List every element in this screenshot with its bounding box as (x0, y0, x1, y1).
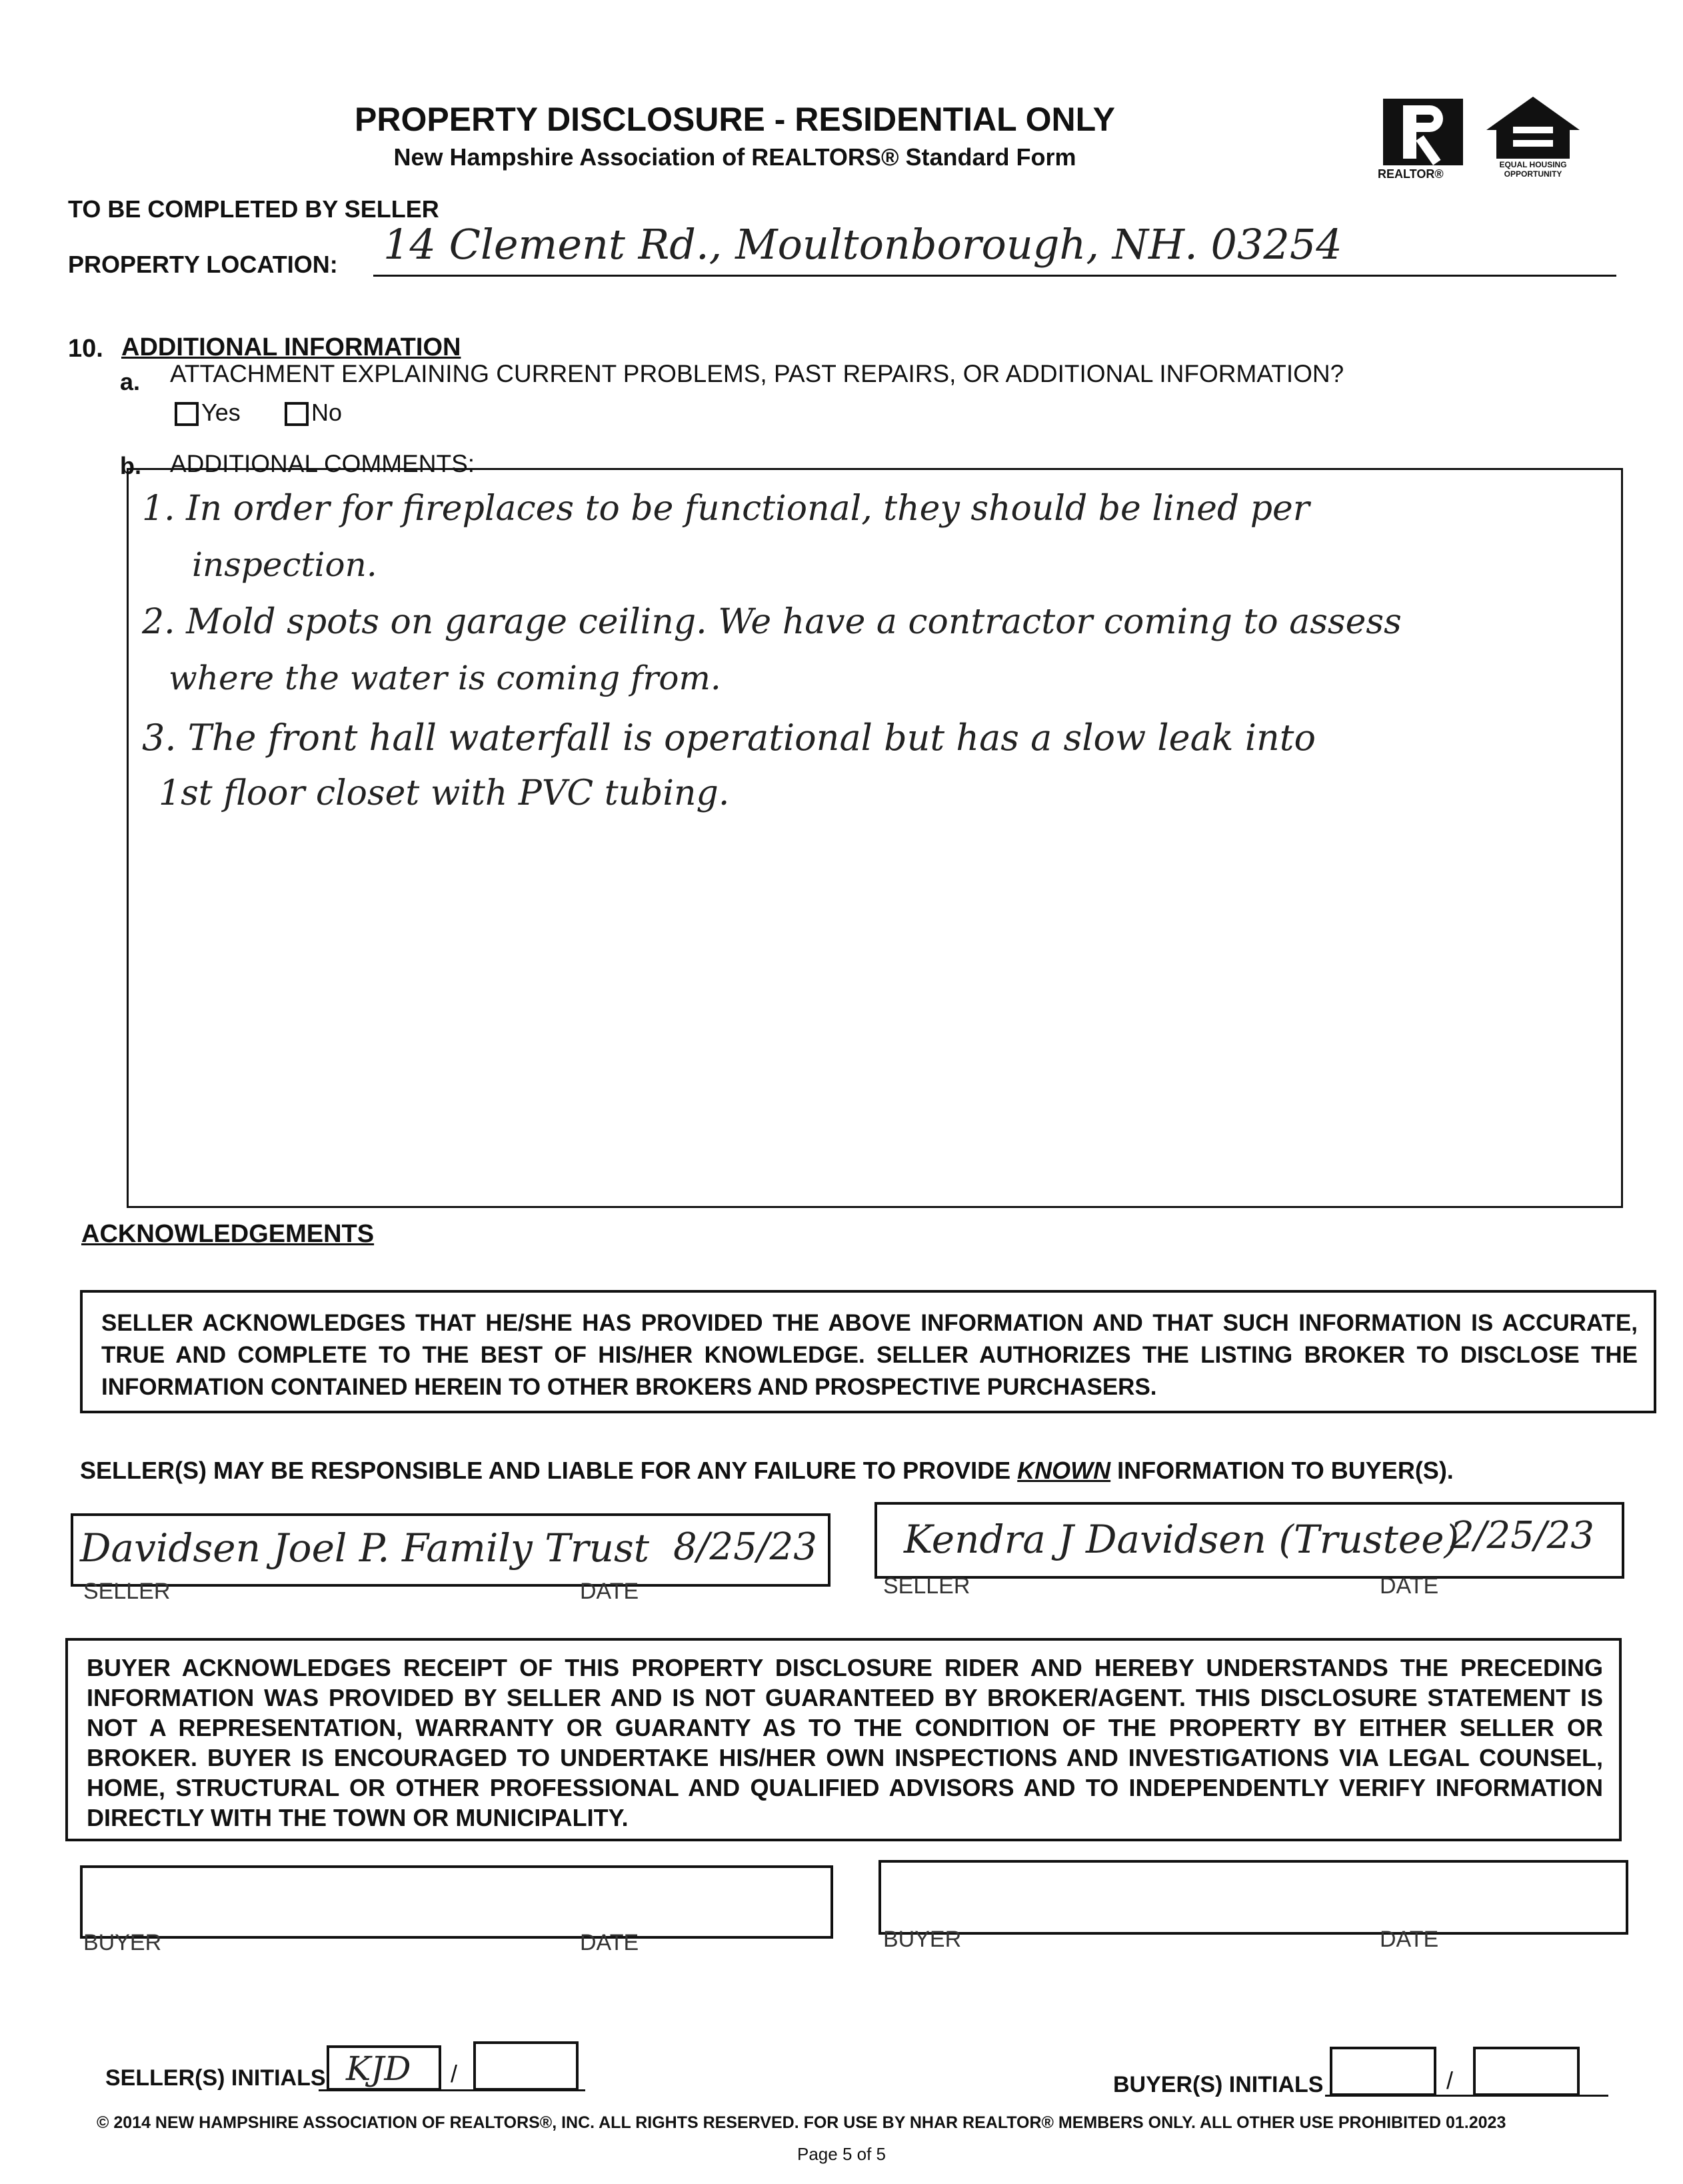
item-b-label: ADDITIONAL COMMENTS: (170, 450, 475, 477)
buyer-initials-label: BUYER(S) INITIALS (1113, 2072, 1324, 2097)
realtor-logo-text: REALTOR® (1378, 167, 1444, 181)
property-location-label: PROPERTY LOCATION: (68, 251, 338, 278)
buyer-2-signature-box[interactable] (878, 1860, 1628, 1935)
seller-initials-box-1[interactable] (327, 2045, 441, 2091)
no-label: No (311, 399, 343, 426)
buyer-initials-box-1[interactable] (1330, 2047, 1436, 2096)
seller-1-date: 8/25/23 (673, 1525, 817, 1569)
comment-1-line-2: inspection. (192, 545, 377, 584)
comment-1-line-1: 1. In order for fireplaces to be functional, they should be lined per (142, 489, 1310, 529)
seller-2-label: SELLER (883, 1573, 970, 1599)
seller-initials-box-2[interactable] (473, 2041, 579, 2091)
comment-2-line-1: 2. Mold spots on garage ceiling. We have a contractor coming to assess (142, 602, 1402, 642)
item-b-letter: b. (120, 452, 141, 479)
comment-2-line-2: where the water is coming from. (169, 659, 721, 697)
acknowledgements-heading: ACKNOWLEDGEMENTS (81, 1220, 375, 1248)
property-location-value[interactable]: 14 Clement Rd., Moultonborough, NH. 03254 (383, 220, 1342, 269)
page-number: Page 5 of 5 (797, 2144, 886, 2164)
buyer-1-label: BUYER (83, 1930, 162, 1955)
buyer-acknowledgement-text: BUYER ACKNOWLEDGES RECEIPT OF THIS PROPERTY DISCLOSURE RIDER AND HEREBY UNDERSTANDS THE PRECEDING INFORMATION WAS PROVIDED BY SELLER AND IS NOT GUARANTEED BY BROKER/AGENT. THIS DISCLOSURE STATEMENT IS NOT A REPRESENTATION, WARRANTY OR GUARANTY AS TO THE CONDITION OF THE PROPERTY BY EITHER SELLER OR BROKER. BUYER IS ENCOURAGED TO UNDERTAKE HIS/HER OWN INSPECTIONS AND INVESTIGATIONS VIA LEGAL COUNSEL, HOME, STRUCTURAL OR OTHER PROFESSIONAL AND QUALIFIED ADVISORS AND TO INDEPENDENTLY VERIFY INFORMATION DIRECTLY WITH THE TOWN OR MUNICIPALITY. (87, 1654, 1603, 1831)
buyer-initials-separator: / (1446, 2067, 1454, 2094)
seller-1-date-label: DATE (580, 1579, 639, 1604)
comment-3-line-1: 3. The front hall waterfall is operational but has a slow leak into (142, 717, 1316, 759)
yes-checkbox[interactable] (175, 402, 199, 426)
seller-2-signature: Kendra J Davidsen (Trustee) (904, 1517, 1460, 1562)
property-location-line (373, 275, 1616, 277)
equal-housing-logo (1483, 93, 1583, 183)
liability-notice: SELLER(S) MAY BE RESPONSIBLE AND LIABLE FOR ANY FAILURE TO PROVIDE KNOWN INFORMATION TO BUYER(S). (80, 1457, 1454, 1484)
item-a-letter: a. (120, 368, 141, 395)
seller-2-signature-box[interactable] (874, 1502, 1624, 1579)
realtor-logo (1378, 99, 1463, 182)
section-heading: ADDITIONAL INFORMATION (121, 333, 461, 361)
yes-option[interactable] (175, 399, 241, 427)
seller-1-signature: Davidsen Joel P. Family Trust (80, 1525, 650, 1571)
section-number: 10. (68, 335, 103, 363)
comment-3-line-2: 1st floor closet with PVC tubing. (159, 773, 730, 813)
buyer-initials-box-2[interactable] (1473, 2047, 1580, 2096)
buyer-1-signature-box[interactable] (80, 1865, 833, 1939)
seller-1-label: SELLER (83, 1579, 171, 1604)
yes-label: Yes (201, 399, 241, 426)
copyright-footer: © 2014 NEW HAMPSHIRE ASSOCIATION OF REALTORS®, INC. ALL RIGHTS RESERVED. FOR USE BY NHAR REALTOR® MEMBERS ONLY. ALL OTHER USE PROHIBITED 01.2023 (97, 2113, 1506, 2132)
equal-housing-text: EQUAL HOUSING OPPORTUNITY (1499, 160, 1567, 179)
seller-2-date: 2/25/23 (1450, 1514, 1594, 1557)
seller-acknowledgement-box (80, 1290, 1656, 1413)
form-title: PROPERTY DISCLOSURE - RESIDENTIAL ONLY (355, 101, 1115, 138)
seller-acknowledgement-text: SELLER ACKNOWLEDGES THAT HE/SHE HAS PROVIDED THE ABOVE INFORMATION AND THAT SUCH INFORMATION IS ACCURATE, TRUE AND COMPLETE TO THE BEST OF HIS/HER KNOWLEDGE. SELLER AUTHORIZES THE LISTING BROKER TO DISCLOSE THE INFORMATION CONTAINED HEREIN TO OTHER BROKERS AND PROSPECTIVE PURCHASERS. (101, 1310, 1638, 1400)
buyer-acknowledgement-box (65, 1638, 1622, 1841)
no-checkbox[interactable] (285, 402, 309, 426)
seller-initials-separator: / (451, 2060, 458, 2087)
seller-initials-label: SELLER(S) INITIALS (105, 2065, 326, 2091)
seller-initials-value: KJD (346, 2049, 411, 2088)
seller-1-signature-box[interactable] (71, 1513, 831, 1587)
buyer-1-date-label: DATE (580, 1930, 639, 1955)
house-icon (1483, 93, 1583, 160)
form-subtitle: New Hampshire Association of REALTORS® Standard Form (393, 143, 1076, 171)
seller-2-date-label: DATE (1380, 1573, 1439, 1599)
buyer-2-date-label: DATE (1380, 1927, 1439, 1952)
completed-by-label: TO BE COMPLETED BY SELLER (68, 195, 439, 223)
buyer-2-label: BUYER (883, 1927, 962, 1952)
no-option[interactable] (285, 399, 342, 427)
additional-comments-box[interactable] (127, 468, 1623, 1208)
item-a-question: ATTACHMENT EXPLAINING CURRENT PROBLEMS, PAST REPAIRS, OR ADDITIONAL INFORMATION? (170, 360, 1344, 387)
